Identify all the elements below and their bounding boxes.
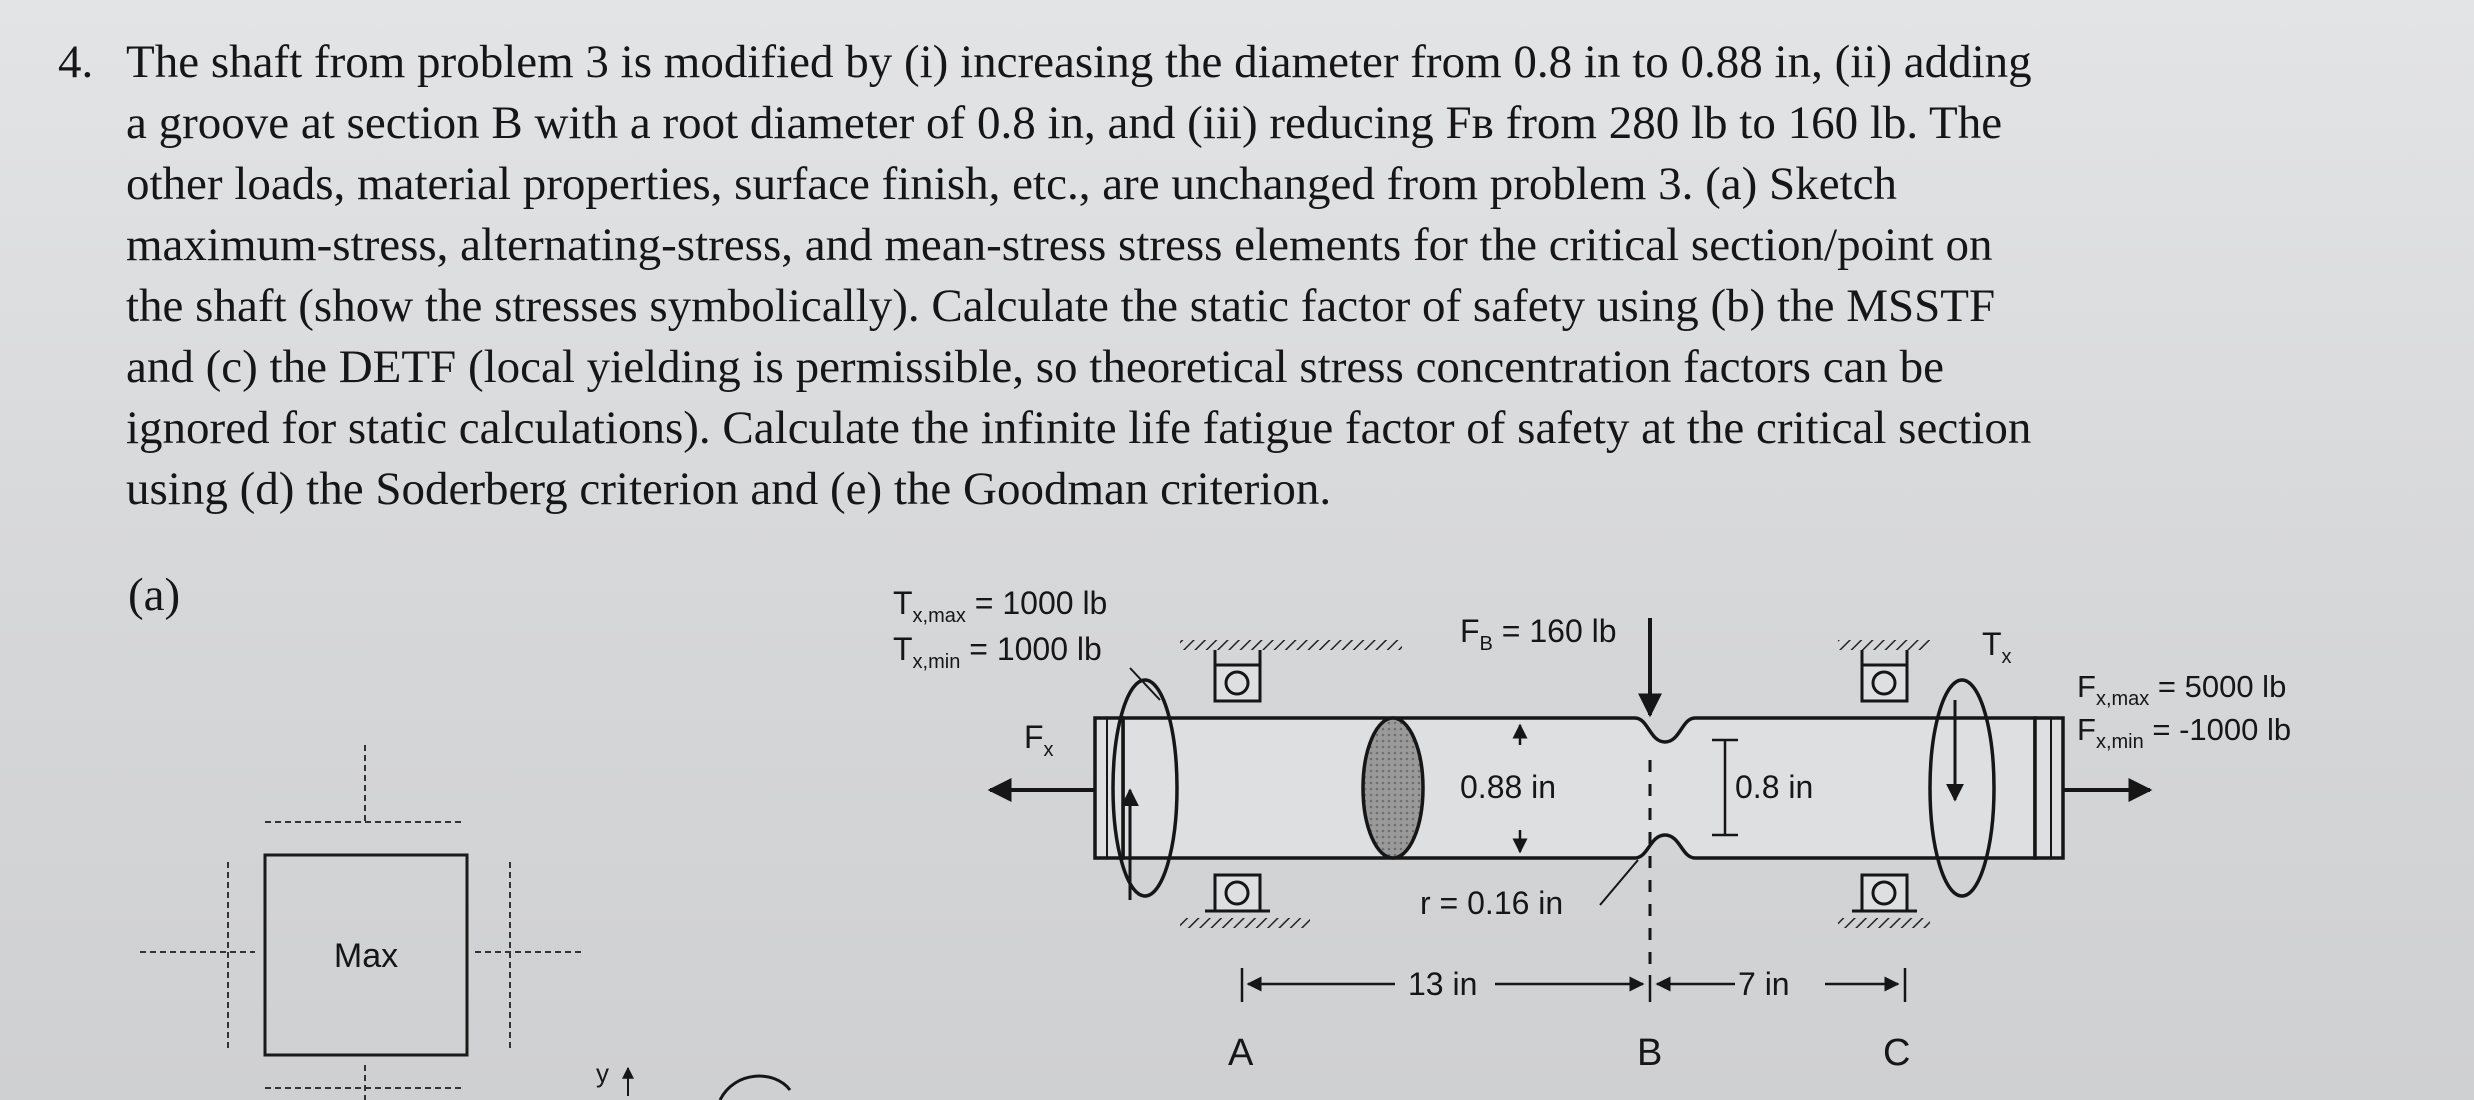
fx-max-label: $F_{x,max} = 5000$ lb	[2077, 669, 2287, 710]
problem-line-1: The shaft from problem 3 is modified by (i) increasing the diameter from 0.8 in to 0.88 in, (ii) adding	[126, 36, 2032, 88]
section-c-label: C	[1883, 1032, 1911, 1074]
part-a-label: (a)	[128, 569, 181, 621]
bearing-c-top	[1862, 665, 1907, 701]
shaft-outline	[1123, 718, 2035, 858]
problem-line-7: ignored for static calculations). Calculate the infinite life fatigue factor of safety at the critical section	[126, 402, 2032, 454]
section-b-label: B	[1637, 1032, 1663, 1074]
dia-small-label: 0.8 in	[1735, 769, 1814, 805]
dim-ab-label: 13 in	[1408, 966, 1478, 1002]
section-a-label: A	[1228, 1032, 1254, 1074]
fx-label: $F_x$	[1024, 719, 1054, 761]
fb-label: $F_B = 160$ lb	[1460, 613, 1617, 655]
radius-label: r = 0.16 in	[1420, 885, 1564, 921]
bearing-c-top-ground	[1838, 640, 1930, 650]
stress-element-label: Max	[333, 937, 399, 975]
bearing-a-bottom	[1215, 875, 1260, 911]
problem-line-2: a groove at section B with a root diameter of 0.8 in, and (iii) reducing Fʙ from 280 lb to 160 lb. The	[126, 97, 2003, 149]
stress-element	[140, 745, 790, 1100]
y-axis-label: y	[596, 1058, 609, 1088]
radius-leader	[1600, 860, 1638, 905]
bearing-a-top-ground	[1180, 640, 1402, 650]
problem-line-4: maximum-stress, alternating-stress, and mean-stress stress elements for the critical section/point on	[126, 219, 1993, 271]
problem-line-3: other loads, material properties, surface finish, etc., are unchanged from problem 3. (a) Sketch	[126, 158, 1897, 210]
dia-big-label: 0.88 in	[1460, 769, 1557, 805]
shaft-right-end	[2035, 718, 2063, 858]
problem-line-6: and (c) the DETF (local yielding is permissible, so theoretical stress concentration factors can be	[126, 341, 1945, 393]
shaft-left-end	[1095, 718, 1123, 858]
partial-sketch-curve	[720, 1076, 790, 1100]
fx-min-label: $F_{x,min} = -1000$ lb	[2077, 712, 2292, 753]
dim-bc-label: 7 in	[1738, 966, 1790, 1002]
tx-right-label: $T_x$	[1982, 626, 2012, 668]
problem-line-5: the shaft (show the stresses symbolically). Calculate the static factor of safety using (b) the MSSTF	[126, 280, 1996, 332]
problem-line-8: using (d) the Soderberg criterion and (e) the Goodman criterion.	[126, 463, 1332, 515]
bearing-a-top	[1215, 665, 1260, 701]
tx-max-label: $T_{x,max} = 1000$ lb	[893, 585, 1108, 627]
bearing-c-bottom	[1862, 875, 1907, 911]
bearing-c-bottom-ground	[1838, 918, 1930, 928]
stress-element-guides	[140, 745, 585, 1100]
bearing-a-bottom-ground	[1180, 918, 1310, 928]
tx-min-label: $T_{x,min} = 1000$ lb	[893, 631, 1102, 673]
shaft-cross-section	[1363, 718, 1423, 858]
problem-number: 4.	[58, 36, 94, 88]
